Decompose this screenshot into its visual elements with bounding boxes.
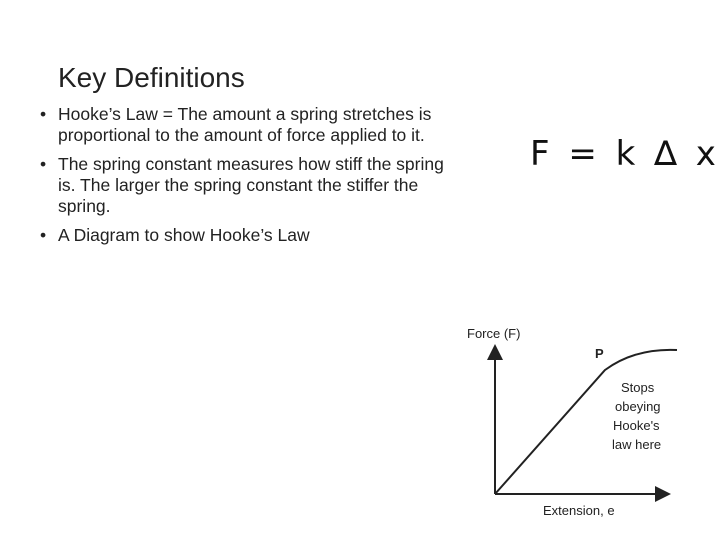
bullet-item [38,154,458,217]
bullet-item [38,225,458,246]
x-axis-label: Extension, e [543,503,615,518]
annotation-line: obeying [615,399,661,414]
annotation-line: law here [612,437,662,452]
annotation-line: Hooke's [613,418,660,433]
point-label: P [595,346,604,361]
hookes-law-formula: F = k ∆ x [530,134,720,174]
bullet-text: The spring constant measures how stiff the spring is. The larger the spring constant the stiffer the spring. [58,154,444,216]
bullet-item [38,104,458,146]
bullet-dot: • [40,104,47,124]
bullet-text: A Diagram to show Hooke’s Law [58,225,310,245]
y-axis-label: Force (F) [467,326,521,341]
bullet-dot: • [40,154,47,174]
slide-title: Key Definitions [58,62,245,93]
bullet-list [38,104,458,254]
annotation-line: Stops [621,380,655,395]
bullet-dot: • [40,225,47,245]
bullet-text: Hooke’s Law = The amount a spring stretches is proportional to the amount of force applied to it. [58,104,432,145]
hookes-law-diagram [455,318,680,523]
